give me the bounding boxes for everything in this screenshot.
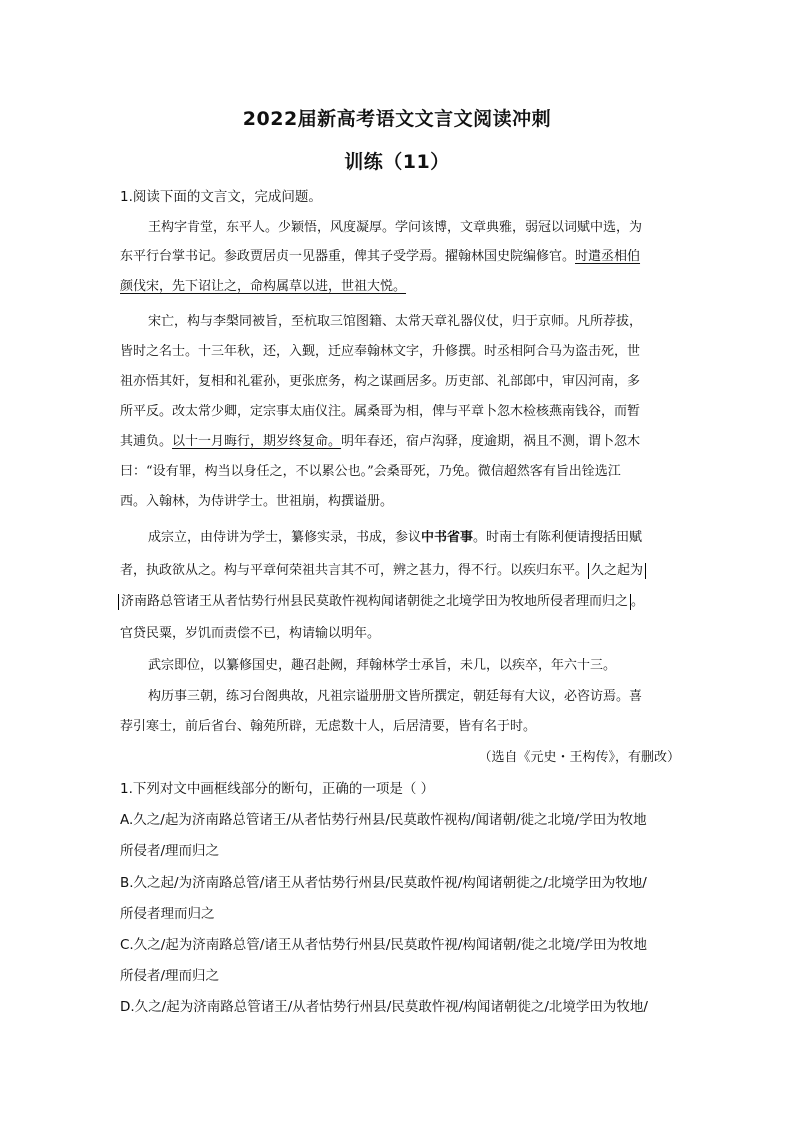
option-d: D.久之/起为济南路总管诸王/从者怙势行州县/民莫敢忤视/构闻诸朝徙之/北境学田为牧地/ <box>120 999 648 1015</box>
passage-line: 官贷民粟，岁饥而责偿不已，构请输以明年。 <box>120 626 381 641</box>
passage-text: 者，执政欲从之。构与平章何荣祖共言其不可，辨之甚力，得不行。以疾归东平。 <box>120 563 589 578</box>
passage-line: 所平反。改太常少卿，定宗事太庙仪注。属桑哥为相，俾与平章卜忽木检核燕南钱谷，而暂 <box>120 404 641 419</box>
passage-line: 构历事三朝，练习台阁典故，凡祖宗谥册册文皆所撰定，朝廷每有大议，必咨访焉。喜 <box>148 689 643 704</box>
passage-line: 宋亡，构与李槃同被旨，至杭取三馆图籍、太常天章礼器仪仗，归于京师。凡所荐拔， <box>148 314 643 329</box>
passage-line <box>120 279 680 295</box>
option-c: C.久之/起为济南路总管/诸王从者怙势行州县/民莫敢忤视/构闻诸朝/徙之北境/学田为牧地 <box>120 937 648 953</box>
option-b-continued: 所侵者理而归之 <box>120 906 215 922</box>
passage-line: 祖亦悟其奸，复相和礼霍孙，更张庶务，构之谋画居多。历吏部、礼部郎中，审囚河南，多 <box>120 374 641 389</box>
option-b: B.久之起/为济南路总管/诸王从者怙势行州县/民莫敢忤视/构闻诸朝徙之/北境学田为牧地/ <box>120 875 647 891</box>
option-a-continued: 所侵者/理而归之 <box>120 843 220 859</box>
document-title: 2022届新高考语文文言文阅读冲刺 <box>242 108 552 130</box>
boxed-sentence: 济南路总管诸王从者怙势行州县民莫敢忤视构闻诸朝徙之北境学田为牧地所侵者理而归之 <box>118 594 631 610</box>
source-citation: （选自《元史・王构传》，有删改） <box>478 750 680 765</box>
passage-text: 成宗立，由侍讲为学士，纂修实录，书成，参议 <box>148 530 422 545</box>
underlined-sentence: 时遣丞相伯 <box>575 249 641 264</box>
passage-line: 曰：“设有罪，构当以身任之，不以累公也。”会桑哥死，乃免。微信超然客有旨出铨选江 <box>120 464 621 479</box>
question-stem: 1.下列对文中画框线部分的断句，正确的一项是（ ） <box>120 781 435 797</box>
passage-line: 皆时之名士。十三年秋，还，入觐，迁应奉翰林文字，升修撰。时丞相阿合马为盗击死，世 <box>120 344 641 359</box>
document-subtitle: 训练（11） <box>344 151 450 173</box>
boxed-sentence: 久之起为 <box>588 563 646 579</box>
passage-line: 武宗即位，以纂修国史，趣召赴阙，拜翰林学士承旨，未几，以疾卒，年六十三。 <box>148 658 617 673</box>
passage-text: 。 <box>631 594 645 609</box>
passage-text: 。时南士有陈利便请搜括田赋 <box>473 530 643 545</box>
option-a: A.久之/起为济南路总管诸王/从者怙势行州县/民莫敢忤视构/闻诸朝/徙之北境/学田为牧地 <box>120 812 647 828</box>
passage-line: 荐引寒士，前后省台、翰苑所辟，无虑数十人，后居清要，皆有名于时。 <box>120 719 537 734</box>
underlined-sentence: 以十一月晦行，期岁终复命。 <box>172 434 342 449</box>
passage-line: 西。入翰林，为侍讲学士。世祖崩，构撰谥册。 <box>120 494 394 509</box>
underlined-sentence: 颜伐宋，先下诏让之，命构属草以进，世祖大悦。 <box>120 279 407 294</box>
passage-line: 王构字肯堂，东平人。少颖悟，风度凝厚。学问该博，文章典雅，弱冠以词赋中选，为 <box>148 220 643 235</box>
passage-text: 东平行台掌书记。参政贾居贞一见器重，俾其子受学焉。擢翰林国史院编修官。 <box>120 249 576 264</box>
passage-line <box>120 249 680 265</box>
passage-line <box>120 563 680 579</box>
bold-text: 中书省事 <box>421 530 474 545</box>
passage-line <box>148 530 680 546</box>
passage-line <box>120 434 680 450</box>
option-c-continued: 所侵者/理而归之 <box>120 968 220 984</box>
passage-text: 其逋负。 <box>120 434 173 449</box>
passage-line <box>118 594 682 610</box>
passage-text: 明年春还，宿卢沟驿，度逾期，祸且不测，谓卜忽木 <box>341 434 641 449</box>
question-intro: 1.阅读下面的文言文，完成问题。 <box>120 189 322 205</box>
